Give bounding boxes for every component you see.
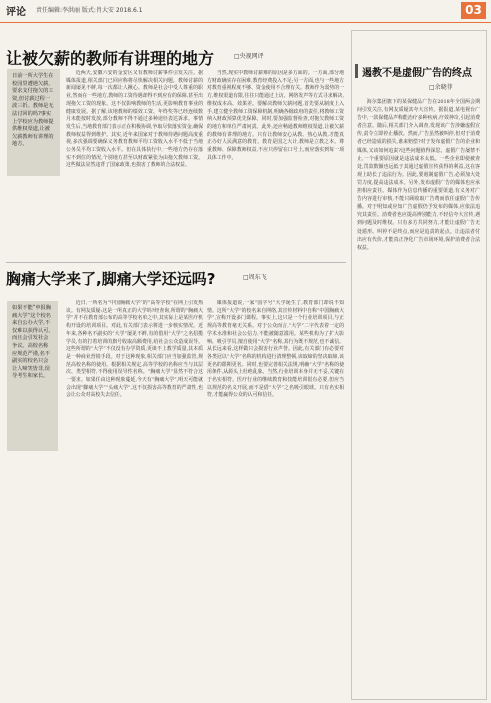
article1-column-2	[207, 70, 344, 256]
article2-col2-text: 媒体报道说,一家“国字号”大学诞生了,教育部门却说不知情。这所“大学”的校名来自网络,其宣传材料中自称“中国胸痛大学”,宣称开设多门课程。事实上,这只是一个行业培训项目,与正规高等教育毫无关系。对于公众而言,“大学”二字代表着一定的学术水准和社会公信力,不能被随意滥用。某些机构为了扩大影响、吸引学员,擅自使用“大学”名称,其行为既不规范,也不诚信。从长远来看,这样做只会损害行业声誉。因此,有关部门有必要对各类冠以“大学”名称的机构进行清理整顿,该取缔的坚决取缔,该更名的限期更名。同时,也要完善相关法规,明确“大学”名称的使用条件,从源头上杜绝乱象。当然,行业培训本身并无不妥,关键在于名实相符。医疗行业的继续教育和技能培训很有必要,但应当以规范的名义开展,而不是借“大学”之名吸引眼球。只有名实相符,才能赢得公众的认可和信任。	[207, 300, 344, 399]
page-number-badge: 03	[461, 2, 486, 19]
title-accent-bar	[355, 64, 358, 78]
editor-meta: 责任编辑:李洪丽 版式:肖大安 2018.6.1	[36, 7, 143, 14]
section-divider	[6, 262, 346, 263]
article1-title: 让被欠薪的教师有讲理的地方	[6, 49, 215, 68]
article1-byline: □央视网评	[234, 53, 264, 60]
article2-title: 胸痛大学来了,脚痛大学还远吗?	[6, 270, 216, 288]
article3-col-text: 海尔集团旗下的某保健品广告在2018年全国两会期间引发关注,有网友质疑其夸大宣传。据报道,某电视台广告中,一款保健品声称能治疗多种疾病,疗效神奇,引起消费者注意。随后,相关部门介入调查,发现该广告涉嫌虚假宣传,责令立即停止播放。然而,广告虽然被叫停,但对于消费者已经造成的损失,谁来赔偿?对于发布虚假广告的企业和媒体,又该如何追责?这些问题值得深思。虚假广告屡禁不止,一个重要原因就是违法成本太低。一些企业即使被查处,罚款数额也远低于其通过虚假宣传获得的利益,这在客观上助长了违法行为。因此,要遏制虚假广告,必须加大处罚力度,提高违法成本。另外,发布虚假广告的媒体也应承担相应责任。媒体作为信息传播的重要渠道,有义务对广告内容进行审核,不能只顾收取广告费而放任虚假广告传播。对于明知或应知广告虚假仍予发布的媒体,应依法追究其责任。消费者也应提高辨别能力,不轻信夸大宣传,遇到问题及时维权。只有多方共同努力,才能让虚假广告无处遁形。叫停不是终点,而应是追责的起点。让违法者付出应有代价,才能真正净化广告市场环境,保护消费者合法权益。	[357, 99, 480, 251]
article2-column-2	[207, 300, 344, 698]
section-label: 评论	[6, 7, 26, 18]
article2-col1-text: 近日,一所名为“中国胸痛大学”的“高等学校”在网上引发热议。有网友质疑:这是一所真正的大学吗?经查询,所谓的“胸痛大学”并不在教育部公布的高等学校名单之中,其实际上是某医疗机构开设的培训项目。对此,有关部门表示将进一步核实情况。近年来,各种名不副实的“大学”屡见不鲜,有的借用“大学”之名招揽学员,有的打着培训的旗号收取高额费用,给社会公众造成误导。这些所谓的“大学”不仅没有办学资质,更谈不上教学质量,其本质是一种商业营销手段。对于这种现象,相关部门应当加强监管,规范高校名称的使用。根据相关规定,高等学校的名称应当与其层次、类型相符,不得使用误导性名称。“胸痛大学”显然不符合这一要求。如果任由这种现象蔓延,今天有“胸痛大学”,明天可能就会出现“脚痛大学”“头痛大学”,这不仅损害高等教育的严肃性,也会让公众对高校失去信任。	[66, 300, 203, 399]
article3-column	[357, 98, 480, 694]
article3-title: 遏教不是虚假广告的终点	[362, 68, 472, 79]
article2-sidebar-note	[7, 301, 58, 451]
article1-column-1	[66, 70, 203, 256]
article1-sidebar-text: 日前一所大学生在校园里遭遇欠薪,要求支付拖欠的工资,但讨薪过程一波三折。教师是无法讨回的吗?事实上学校应为教师提供维权渠道,让被欠薪教师有讲理的地方。	[12, 73, 54, 148]
article1-col2-text: 当然,现实中教师讨薪难的原因是多方面的。一方面,部分地方财政确实存在困难,教育经费投入不足;另一方面,也与一些地方对教育重视程度不够、资金使用不合理有关。教师作为弱势的一方,维权渠道有限,往往只能通过上访、网络发声等方式寻求解决,维权成本高、效果差。要解决教师欠薪问题,首先要从制度上入手,建立健全教师工资保障机制,明确各级政府的责任,将教师工资纳入财政预算优先保障。同时,要加强监督检查,对拖欠教师工资的地方和单位严肃问责。此外,还应畅通教师维权渠道,让被欠薪的教师有讲理的地方。只有让教师安心从教、热心从教,才能真正办好人民满意的教育。教育是国之大计,教师是立教之本。尊重教师、保障教师权益,不应只停留在口号上,而应落实到每一项具体工作中。	[207, 70, 344, 161]
article3-byline: □余晓菲	[429, 84, 453, 91]
article2-column-1	[66, 300, 203, 698]
article1-sidebar-note	[7, 69, 60, 176]
article2-byline: □周东飞	[243, 274, 267, 281]
article1-col1-text: 近两天,安徽六安的金安区又有教师讨薪事件引发关注。据媒体报道,相关部门已回应称将尽快解决相关问题。教师讨薪的新闻屡见不鲜,每一次都让人揪心。教师是社会中受人尊重的职业,然而在一些地方,教师的工资待遇却得不到应有的保障,甚至出现拖欠工资的现象。这不仅影响教师的生活,更影响教育事业的健康发展。据了解,该地教师的绩效工资、年终奖等已经连续数月未能按时发放,部分教师不得不通过多种途径表达诉求。事情发生后,当地教育部门表示正在积极协调,争取尽快落实资金,确保教师权益得到维护。其实,近年来国家对于教师待遇问题高度重视,多次强调要确保义务教育教师平均工资收入水平不低于当地公务员平均工资收入水平。但在具体执行中,一些地方仍存在落实不到位的情况,个别地方甚至以财政紧张为由拖欠教师工资。这些做法显然违背了国家政策,也损害了教师的合法权益。	[66, 70, 203, 169]
article2-sidebar-text: 如果不能“申报胸痛大学”这个校名来自公办大学,不仅难以获得认可,而且会引发社会争议。高校名称应规范严谨,名不副实的校名只会让人啼笑皆非,误导考生和家长。	[12, 305, 51, 380]
